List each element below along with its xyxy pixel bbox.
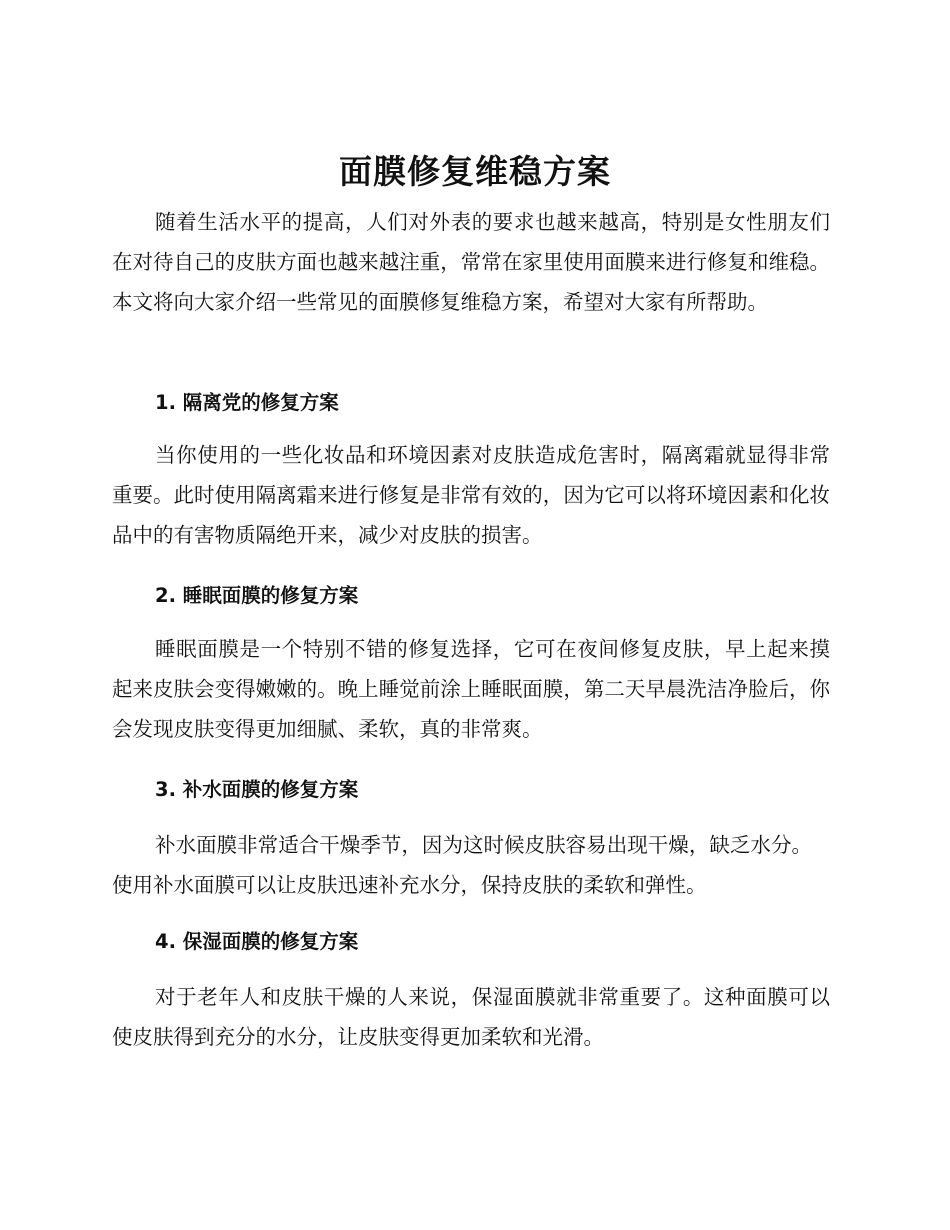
section-heading-2: 2. 睡眠面膜的修复方案 <box>155 584 359 607</box>
section-paragraph-2: 睡眠面膜是一个特别不错的修复选择，它可在夜间修复皮肤，早上起来摸起来皮肤会变得嫩嫩的。晚上睡觉前涂上睡眠面膜，第二天早晨洗洁净脸后，你会发现皮肤变得更加细腻、柔软，真的非常爽。 <box>112 637 830 741</box>
section-heading-1: 1. 隔离党的修复方案 <box>155 391 339 414</box>
section-paragraph-4: 对于老年人和皮肤干燥的人来说，保湿面膜就非常重要了。这种面膜可以使皮肤得到充分的水分，让皮肤变得更加柔软和光滑。 <box>112 985 830 1049</box>
section-heading-4: 4. 保湿面膜的修复方案 <box>155 930 359 953</box>
section-paragraph-3: 补水面膜非常适合干燥季节，因为这时候皮肤容易出现干燥，缺乏水分。使用补水面膜可以让皮肤迅速补充水分，保持皮肤的柔软和弹性。 <box>112 833 812 897</box>
document-title: 面膜修复维稳方案 <box>339 152 611 191</box>
section-paragraph-1: 当你使用的一些化妆品和环境因素对皮肤造成危害时，隔离霜就显得非常重要。此时使用隔离霜来进行修复是非常有效的，因为它可以将环境因素和化妆品中的有害物质隔绝开来，减少对皮肤的损害。 <box>112 443 830 547</box>
intro-paragraph: 随着生活水平的提高，人们对外表的要求也越来越高，特别是女性朋友们在对待自己的皮肤方面也越来越注重，常常在家里使用面膜来进行修复和维稳。本文将向大家介绍一些常见的面膜修复维稳方案，希望对大家有所帮助。 <box>112 210 830 314</box>
section-heading-3: 3. 补水面膜的修复方案 <box>155 778 359 801</box>
